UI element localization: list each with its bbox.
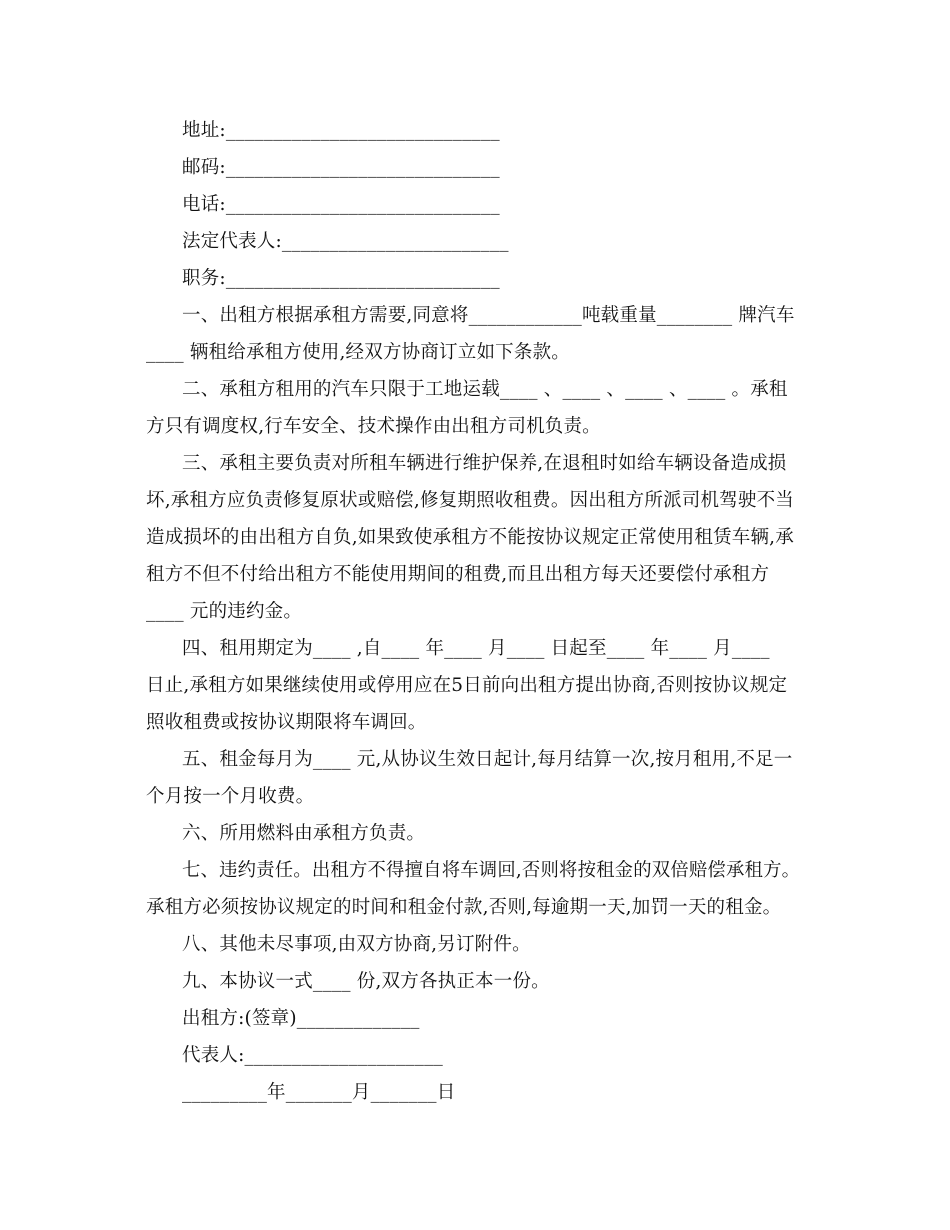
legal-representative-line: 法定代表人:________________________	[182, 231, 509, 252]
phone-line: 电话:_____________________________	[182, 194, 500, 215]
lessor-signature-line: 出租方:(签章)_____________	[182, 1008, 420, 1029]
clause-3-line-3: 造成损坏的由出租方自负,如果致使承租方不能按协议规定正常使用租赁车辆,承	[146, 527, 794, 548]
clause-1-line-2: ____ 辆租给承租方使用,经双方协商订立如下条款。	[146, 342, 570, 363]
clause-7-line-2: 承租方必须按协议规定的时间和租金付款,否则,每逾期一天,加罚一天的租金。	[146, 897, 782, 918]
position-line: 职务:_____________________________	[182, 268, 500, 289]
clause-9-line-1: 九、本协议一式____ 份,双方各执正本一份。	[182, 971, 550, 992]
clause-8-line-1: 八、其他未尽事项,由双方协商,另订附件。	[182, 934, 531, 955]
clause-5-line-1: 五、租金每月为____ 元,从协议生效日起计,每月结算一次,按月租用,不足一	[182, 749, 793, 770]
clause-3-line-2: 坏,承租方应负责修复原状或赔偿,修复期照收租费。因出租方所派司机驾驶不当	[146, 490, 794, 511]
signature-date-line: _________年_______月_______日	[182, 1082, 456, 1103]
clause-3-line-4: 租方不但不付给出租方不能使用期间的租费,而且出租方每天还要偿付承租方	[146, 564, 770, 585]
clause-6-line-1: 六、所用燃料由承租方负责。	[182, 823, 426, 844]
clause-4-line-3: 照收租费或按协议期限将车调回。	[146, 712, 427, 733]
clause-5-line-2: 个月按一个月收费。	[146, 786, 315, 807]
postcode-line: 邮码:_____________________________	[182, 157, 500, 178]
clause-2-line-1: 二、承租方租用的汽车只限于工地运载____ 、____ 、____ 、____ 。承租	[182, 379, 788, 400]
clause-3-line-1: 三、承租主要负责对所租车辆进行维护保养,在退租时如给车辆设备造成损	[182, 453, 787, 474]
clause-2-line-2: 方只有调度权,行车安全、技术操作由出租方司机负责。	[146, 416, 601, 437]
clause-4-line-1: 四、租用期定为____ ,自____ 年____ 月____ 日起至____ 年____ 月____	[182, 638, 770, 659]
representative-line: 代表人:_____________________	[182, 1045, 443, 1066]
clause-7-line-1: 七、违约责任。出租方不得擅自将车调回,否则将按租金的双倍赔偿承租方。	[182, 860, 801, 881]
address-line: 地址:_____________________________	[182, 120, 500, 141]
clause-1-line-1: 一、出租方根据承租方需要,同意将____________吨载重量________ 牌汽车	[182, 305, 795, 326]
clause-4-line-2: 日止,承租方如果继续使用或停用应在5日前向出租方提出协商,否则按协议规定	[146, 675, 788, 696]
clause-3-line-5: ____ 元的违约金。	[146, 601, 303, 622]
